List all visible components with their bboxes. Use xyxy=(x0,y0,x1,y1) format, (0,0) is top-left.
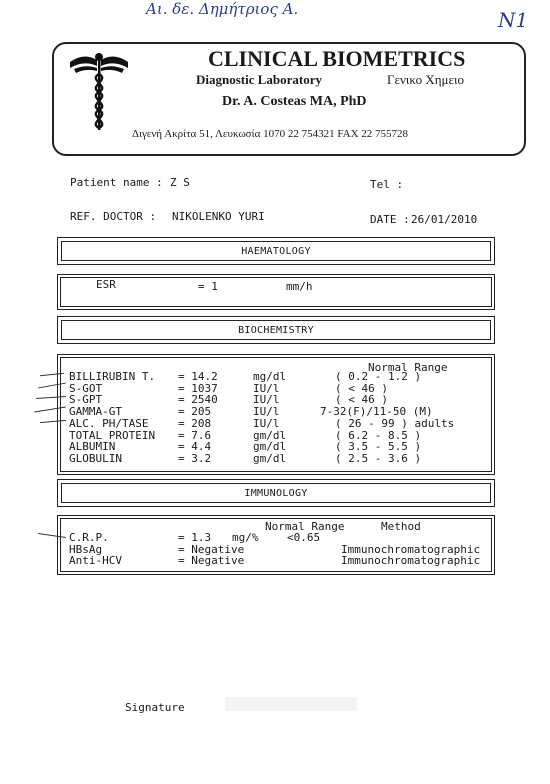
date-label: DATE : xyxy=(370,213,410,226)
haematology-title: HAEMATOLOGY xyxy=(241,245,311,257)
bio-test-name: S-GPT xyxy=(69,393,103,407)
imm-test-value: = Negative xyxy=(178,542,245,556)
tel-label: Tel : xyxy=(370,178,404,191)
date-value: 26/01/2010 xyxy=(411,213,478,226)
bio-test-name: GAMMA-GT xyxy=(69,405,122,419)
caduceus-logo xyxy=(68,48,130,132)
haematology-panel xyxy=(57,274,495,310)
lab-name-en: Diagnostic Laboratory xyxy=(196,72,323,87)
bio-test-value: = 4.4 xyxy=(178,440,212,454)
imm-test-value: = 1.3 xyxy=(178,531,212,544)
bio-test-unit: mg/dl xyxy=(253,370,287,383)
bio-test-unit: IU/l xyxy=(253,381,280,395)
patient-name-label: Patient name : xyxy=(70,176,163,189)
biochemistry-header xyxy=(57,316,495,344)
patient-name-value: Z S xyxy=(170,176,190,189)
immunology-normal-range-header: Normal Range xyxy=(265,520,345,533)
company-name: CLINICAL BIOMETRICS xyxy=(208,46,466,71)
bio-test-range: ( < 46 ) xyxy=(335,381,388,395)
immunology-title: IMMUNOLOGY xyxy=(244,487,308,499)
bio-test-range: ( 6.2 - 8.5 ) xyxy=(335,428,422,442)
bio-test-value: = 14.2 xyxy=(178,370,218,383)
bio-test-range: ( 2.5 - 3.6 ) xyxy=(335,451,422,465)
imm-test-unit: mg/% xyxy=(232,531,259,544)
bio-test-name: ALC. PH/TASE xyxy=(69,416,149,430)
bio-test-range: ( 3.5 - 5.5 ) xyxy=(335,440,422,454)
bio-test-range: ( < 46 ) xyxy=(335,393,388,407)
ref-doctor-value: NIKOLENKO YURI xyxy=(172,210,265,223)
bio-test-value: = 7.6 xyxy=(178,428,212,442)
bio-test-name: S-GOT xyxy=(69,381,103,395)
imm-test-method: Immunochromatographic xyxy=(341,554,481,567)
imm-test-range: <0.65 xyxy=(287,531,321,544)
bio-test-range: ( 0.2 - 1.2 ) xyxy=(335,370,422,383)
address-line: Διγενή Ακρίτα 51, Λευκωσία 1070 22 754321 FAX 22 755728 xyxy=(132,128,409,140)
esr-name: ESR xyxy=(96,278,116,291)
imm-test-name: HBsAg xyxy=(69,542,103,556)
biochemistry-title: BIOCHEMISTRY xyxy=(238,324,314,336)
bio-test-unit: gm/dl xyxy=(253,451,287,465)
bio-test-unit: IU/l xyxy=(253,393,280,407)
imm-test-method: Immunochromatographic xyxy=(341,542,481,556)
lab-name-gr: Γενικο Χημειο xyxy=(387,72,464,87)
bio-test-unit: gm/dl xyxy=(253,440,287,454)
bio-test-value: = 2540 xyxy=(178,393,218,407)
ref-doctor-label: REF. DOCTOR : xyxy=(70,210,157,223)
immunology-method-header: Method xyxy=(381,520,421,533)
bio-test-value: = 208 xyxy=(178,416,212,430)
bio-test-range: 7-32(F)/11-50 (M) xyxy=(320,405,433,419)
esr-value: = 1 xyxy=(198,280,218,293)
haematology-header xyxy=(57,237,495,265)
imm-test-name: Anti-HCV xyxy=(69,554,122,567)
bio-test-name: ALBUMIN xyxy=(69,440,116,454)
doctor-name: Dr. A. Costeas MA, PhD xyxy=(222,94,367,109)
bio-test-unit: IU/l xyxy=(253,416,280,430)
bio-test-name: TOTAL PROTEIN xyxy=(69,428,156,442)
bio-test-range: ( 26 - 99 ) adults xyxy=(335,416,455,430)
biochemistry-normal-range-header: Normal Range xyxy=(368,361,448,374)
bio-test-value: = 3.2 xyxy=(178,451,212,465)
handwritten-number: N1 xyxy=(498,8,529,32)
bio-test-name: BILLIRUBIN T. xyxy=(69,370,156,383)
bio-test-value: = 205 xyxy=(178,405,212,419)
signature-label: Signature xyxy=(125,701,185,714)
immunology-header xyxy=(57,479,495,507)
imm-test-name: C.R.P. xyxy=(69,531,109,544)
imm-test-value: = Negative xyxy=(178,554,245,567)
faint-stamp xyxy=(225,697,357,711)
bio-test-unit: gm/dl xyxy=(253,428,287,442)
handwritten-note: Αι. δε. Δημήτριος Α. xyxy=(146,0,299,18)
esr-unit: mm/h xyxy=(286,280,313,293)
bio-test-unit: IU/l xyxy=(253,405,280,419)
bio-test-name: GLOBULIN xyxy=(69,451,122,465)
bio-test-value: = 1037 xyxy=(178,381,218,395)
